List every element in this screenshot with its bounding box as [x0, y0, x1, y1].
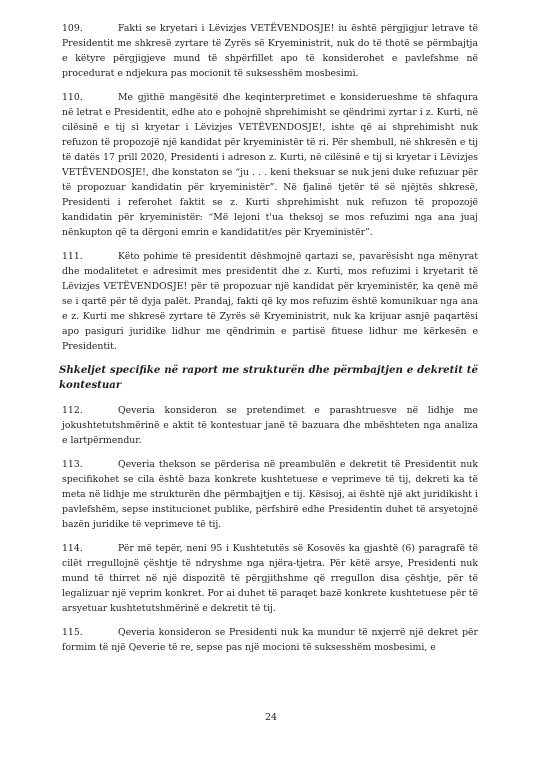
paragraph-number: 112. [62, 405, 83, 416]
paragraph-number: 115. [62, 627, 83, 638]
paragraph-text: Fakti se kryetari i Lëvizjes VETËVENDOSJE! iu është përgjigjur letrave të Presidentit me shkresë zyrtare të Zyrës së Kryeministrit, nuk do të thotë se përmbajtja e këtyre përgjigjeve mund të shpërfillet apo të konsiderohet e pavlefshme në procedurat e ndjekura pas mocionit të suksesshëm mosbesimi. [62, 23, 478, 79]
paragraph-text: Qeveria konsideron se pretendimet e parashtruesve në lidhje me jokushtetutshmërinë e aktit të kontestuar janë të bazuara dhe mbështeten nga analiza e lartpërmendur. [62, 405, 478, 446]
paragraph-number: 114. [62, 543, 83, 554]
paragraph-number: 109. [62, 23, 83, 34]
paragraph-115 [62, 625, 478, 655]
paragraph-text: Me gjithë mangësitë dhe keqinterpretimet e konsiderueshme të shfaqura në letrat e Presidentit, edhe ato e pohojnë shprehimisht se qëndrimi zyrtar i z. Kurti, në cilësinë e tij si kryetar i Lëvizjes VETËVENDOSJE!, ishte që ai shprehimisht nuk refuzon të propozojë një kandidat për kryeministër të ri. Për shembull, në shkresën e tij të datës 17 prill 2020, Presidenti i adreson z. Kurti, në cilësinë e tij si kryetar i Lëvizjes VETËVENDOSJE!, dhe konstaton se “ju . . . keni theksuar se nuk jeni duke refuzuar për të propozuar kandidatin për kryeministër”. Në fjalinë tjetër të së njëjtës shkresë, Presidenti i referohet faktit se z. Kurti shprehimisht nuk refuzon të propozojë kandidatin për kryeministër: “Më lejoni t'ua theksoj se mos refuzimi nga ana juaj nënkupton që ta dërgoni emrin e kandidatit/es për Kryeministër”. [62, 92, 478, 238]
paragraph-text: Për më tepër, neni 95 i Kushtetutës së Kosovës ka gjashtë (6) paragrafë të cilët rregullojnë çështje të ndryshme nga njëra-tjetra. Për këtë arsye, Presidenti nuk mund të thirret në një dispozitë të përgjithshme që rregullon disa çështje, për të legalizuar një veprim konkret. Por ai duhet të paraqet bazë konkrete kushtetuese për të arsyetuar kushtetutshmërinë e dekretit të tij. [62, 543, 478, 614]
paragraph-114 [62, 541, 478, 616]
paragraph-text: Qeveria konsideron se Presidenti nuk ka mundur të nxjerrë një dekret për formim të një Qeverie të re, sepse pas një mocioni të suksesshëm mosbesimi, e [62, 627, 478, 653]
paragraph-text: Qeveria thekson se përderisa në preambulën e dekretit të Presidentit nuk specifikohet se cila është baza konkrete kushtetuese e veprimeve të tij, dekreti ka të meta në lidhje me strukturën dhe përmbajtjen e tij. Kësisoj, ai është një akt juridikisht i pavlefshëm, sepse institucionet publike, përfshirë edhe Presidentin duhet të arsyetojnë bazën juridike të veprimeve të tij. [62, 459, 478, 530]
paragraph-112 [62, 403, 478, 448]
page-number: 24 [264, 712, 278, 723]
paragraph-110 [62, 90, 478, 240]
page-content [59, 21, 478, 664]
paragraph-number: 110. [62, 92, 83, 103]
paragraph-text: Këto pohime të presidentit dëshmojnë qartazi se, pavarësisht nga mënyrat dhe modalitetet e adresimit mes presidentit dhe z. Kurti, mos refuzimi i kryetarit të Lëvizjes VETËVENDOSJE! për të propozuar një kandidat për kryeministër, ka qenë më se i qartë për të dyja palët. Prandaj, fakti që ky mos refuzim është komunikuar nga ana e z. Kurti me shkresë zyrtare të Zyrës së Kryeministrit, nuk ka krijuar asnjë paqartësi apo pasiguri juridike lidhur me qëndrimin e partisë fituese lidhur me kërkesën e Presidentit. [62, 251, 478, 352]
paragraph-number: 113. [62, 459, 83, 470]
section-heading: Shkeljet specifike në raport me strukturën dhe përmbajtjen e dekretit të kontestuar [59, 364, 478, 391]
paragraph-111 [62, 249, 478, 354]
paragraph-number: 111. [62, 251, 83, 262]
paragraph-109 [62, 21, 478, 81]
paragraph-113 [62, 457, 478, 532]
